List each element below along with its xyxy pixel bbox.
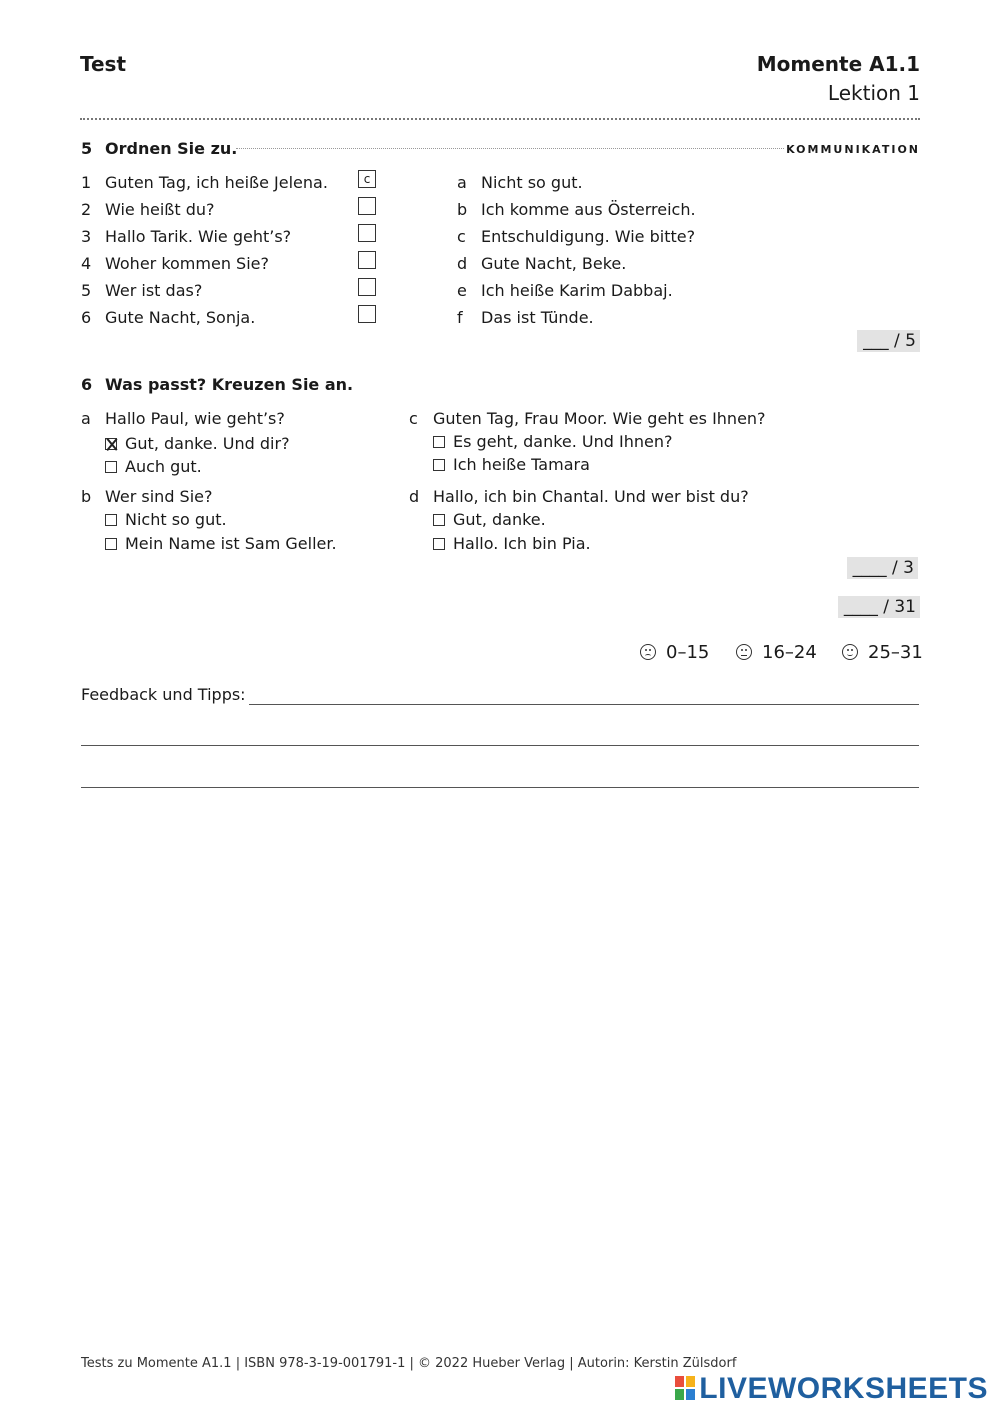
option[interactable] [105,434,290,453]
feedback-line-1[interactable] [249,704,919,705]
item-letter: a [457,173,467,192]
sad-face-icon [640,644,656,660]
feedback-line-2[interactable] [81,745,919,746]
rating-range: 16–24 [762,642,817,663]
exercise5-number: 5 [81,139,93,158]
question-letter: d [409,487,420,506]
option[interactable] [105,510,227,529]
answer-box[interactable]: c [358,170,376,188]
item-letter: c [457,227,466,246]
option-label: Nicht so gut. [125,510,227,529]
answer-box[interactable] [358,278,376,296]
item-number: 4 [81,254,92,273]
option[interactable] [105,457,202,476]
item-number: 2 [81,200,92,219]
exercise6-score: ____ / 3 [847,557,918,579]
option-label: Es geht, danke. Und Ihnen? [453,432,673,451]
answer-box[interactable] [358,251,376,269]
item-text: Ich heiße Karim Dabbaj. [481,281,673,300]
option-label: Ich heiße Tamara [453,455,590,474]
footer-credits: Tests zu Momente A1.1 | ISBN 978-3-19-001791-1 | © 2022 Hueber Verlag | Autorin: Kerstin Zülsdorf [81,1356,737,1371]
rating-range: 25–31 [868,642,923,663]
checkbox-icon[interactable] [433,436,445,448]
exercise6-number: 6 [81,375,93,394]
item-text: Gute Nacht, Beke. [481,254,627,273]
brand-name: LIVEWORKSHEETS [699,1372,988,1405]
total-score: ____ / 31 [838,596,920,618]
question-text: Guten Tag, Frau Moor. Wie geht es Ihnen? [433,409,766,428]
option[interactable] [433,432,673,451]
checkbox-icon[interactable] [105,514,117,526]
test-label: Test [80,52,127,76]
exercise6-title: Was passt? Kreuzen Sie an. [105,375,354,394]
option[interactable] [433,455,590,474]
option[interactable] [433,534,591,553]
checkbox-icon[interactable] [105,438,117,450]
checkbox-icon[interactable] [105,461,117,473]
option[interactable] [105,534,337,553]
exercise5-score: ___ / 5 [857,330,920,352]
item-letter: e [457,281,467,300]
item-text: Das ist Tünde. [481,308,594,327]
liveworksheets-logo-icon [675,1376,695,1400]
option-label: Gut, danke. [453,510,546,529]
happy-face-icon [842,644,858,660]
rating-high [842,642,923,663]
answer-box[interactable] [358,305,376,323]
question-text: Hallo, ich bin Chantal. Und wer bist du? [433,487,749,506]
item-letter: b [457,200,468,219]
question-text: Wer sind Sie? [105,487,213,506]
rating-range: 0–15 [666,642,710,663]
option-label: Mein Name ist Sam Geller. [125,534,337,553]
checkbox-icon[interactable] [433,459,445,471]
rating-mid [736,642,817,663]
question-letter: a [81,409,91,428]
checkbox-icon[interactable] [433,514,445,526]
checkbox-icon[interactable] [433,538,445,550]
option-label: Gut, danke. Und dir? [125,434,290,453]
item-number: 5 [81,281,92,300]
item-text: Wer ist das? [105,281,203,300]
lesson-label: Lektion 1 [827,81,920,105]
neutral-face-icon [736,644,752,660]
item-letter: d [457,254,468,273]
question-text: Hallo Paul, wie geht’s? [105,409,285,428]
item-text: Wie heißt du? [105,200,215,219]
item-text: Woher kommen Sie? [105,254,269,273]
option-label: Hallo. Ich bin Pia. [453,534,591,553]
item-text: Entschuldigung. Wie bitte? [481,227,696,246]
item-text: Ich komme aus Österreich. [481,200,696,219]
question-letter: b [81,487,92,506]
header-divider [80,118,920,120]
exercise5-tag: KOMMUNIKATION [786,143,920,156]
exercise5-dotted-rule [236,148,784,149]
item-text: Hallo Tarik. Wie geht’s? [105,227,292,246]
answer-box[interactable] [358,224,376,242]
answer-box[interactable] [358,197,376,215]
item-number: 1 [81,173,92,192]
item-number: 6 [81,308,92,327]
option[interactable] [433,510,546,529]
item-text: Guten Tag, ich heiße Jelena. [105,173,328,192]
book-title: Momente A1.1 [756,52,920,76]
item-text: Gute Nacht, Sonja. [105,308,256,327]
checkbox-icon[interactable] [105,538,117,550]
question-letter: c [409,409,418,428]
item-letter: f [457,308,463,327]
rating-low [640,642,709,663]
item-number: 3 [81,227,92,246]
brand-logo [675,1372,988,1406]
exercise5-title: Ordnen Sie zu. [105,139,238,158]
item-text: Nicht so gut. [481,173,583,192]
option-label: Auch gut. [125,457,202,476]
feedback-line-3[interactable] [81,787,919,788]
feedback-label: Feedback und Tipps: [81,685,246,704]
